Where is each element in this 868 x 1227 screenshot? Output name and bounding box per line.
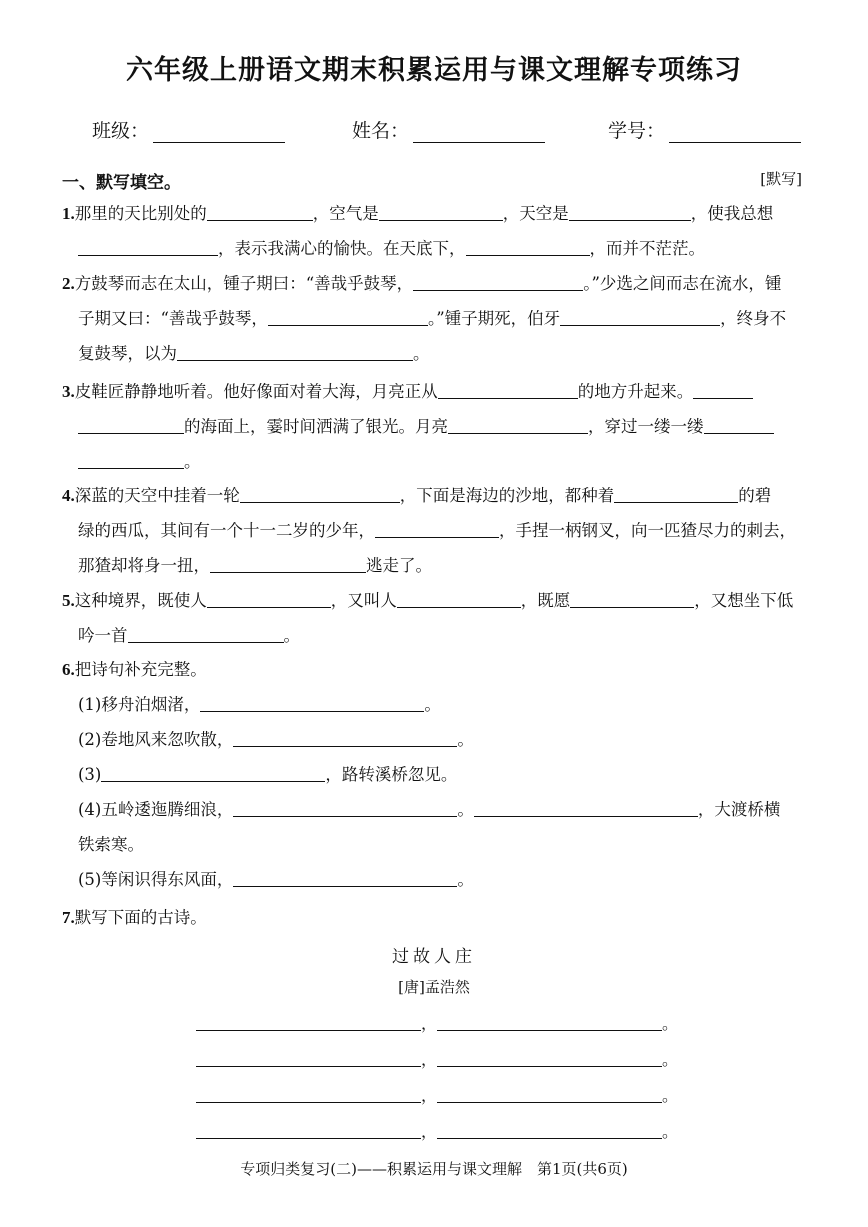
q5-text: ，又想坐下低 bbox=[694, 591, 794, 610]
answer-blank[interactable] bbox=[78, 235, 218, 256]
poem-punct: 。 bbox=[662, 1050, 679, 1069]
name-field bbox=[352, 116, 545, 143]
poem-line bbox=[196, 1046, 678, 1070]
question-number: 5. bbox=[62, 591, 75, 610]
answer-blank[interactable] bbox=[448, 413, 588, 434]
answer-blank[interactable] bbox=[437, 1010, 662, 1031]
q5-text: 吟一首 bbox=[78, 626, 128, 645]
answer-blank[interactable] bbox=[233, 866, 457, 887]
poem-punct: 。 bbox=[662, 1014, 679, 1033]
answer-blank[interactable] bbox=[474, 796, 698, 817]
answer-blank[interactable] bbox=[78, 448, 184, 469]
id-label: 学号： bbox=[608, 120, 666, 142]
answer-blank[interactable] bbox=[240, 482, 400, 503]
q6-text: 铁索寒。 bbox=[78, 835, 144, 854]
answer-blank[interactable] bbox=[196, 1082, 421, 1103]
q6-text: ，路转溪桥忽见。 bbox=[325, 765, 458, 784]
section-heading: 一、默写填空。 bbox=[62, 173, 181, 193]
question-number: 7. bbox=[62, 908, 75, 927]
q4-text: ，手捏一柄钢叉，向一匹猹尽力的刺去， bbox=[499, 521, 796, 540]
answer-blank[interactable] bbox=[437, 1046, 662, 1067]
answer-blank[interactable] bbox=[570, 587, 694, 608]
question-5 bbox=[62, 583, 802, 653]
answer-blank[interactable] bbox=[413, 270, 583, 291]
answer-blank[interactable] bbox=[560, 305, 720, 326]
q2-text: 子期又曰：“善哉乎鼓琴， bbox=[78, 309, 268, 328]
answer-blank[interactable] bbox=[397, 587, 521, 608]
q6-sub-2: (2)卷地风来忽吹散， bbox=[78, 730, 234, 749]
answer-blank[interactable] bbox=[210, 552, 366, 573]
answer-blank[interactable] bbox=[466, 235, 590, 256]
q3-text: 。 bbox=[184, 452, 201, 471]
poem-title: 过故人庄 bbox=[392, 947, 476, 967]
q2-text: 。”锺子期死，伯牙 bbox=[427, 309, 561, 328]
answer-blank[interactable] bbox=[128, 622, 284, 643]
q3-text: ，穿过一缕一缕 bbox=[588, 417, 704, 436]
q5-text: 这种境界，既使人 bbox=[74, 591, 207, 610]
answer-blank[interactable] bbox=[177, 340, 413, 361]
poem-punct: 。 bbox=[662, 1086, 679, 1105]
answer-blank[interactable] bbox=[614, 482, 738, 503]
name-label: 姓名： bbox=[352, 120, 410, 142]
poem-line bbox=[196, 1010, 678, 1034]
question-4 bbox=[62, 478, 802, 583]
q5-text: ，又叫人 bbox=[330, 591, 397, 610]
q2-text: 。”少选之间而志在流水，锺 bbox=[583, 274, 782, 293]
poem-punct: ， bbox=[421, 1014, 438, 1033]
question-7 bbox=[62, 900, 802, 935]
q5-text: ，既愿 bbox=[520, 591, 571, 610]
q5-text: 。 bbox=[283, 626, 300, 645]
question-number: 4. bbox=[62, 486, 75, 505]
page-footer: 专项归类复习(二)——积累运用与课文理解 第1页(共6页) bbox=[240, 1160, 628, 1178]
q4-text: 那猹却将身一扭， bbox=[78, 556, 210, 575]
q6-text: 把诗句补充完整。 bbox=[74, 660, 207, 679]
id-field bbox=[608, 116, 801, 143]
question-6 bbox=[62, 652, 802, 897]
q6-text: 。 bbox=[424, 695, 441, 714]
q6-text: 。 bbox=[457, 870, 474, 889]
question-2 bbox=[62, 266, 802, 371]
answer-blank[interactable] bbox=[693, 378, 753, 399]
class-blank[interactable] bbox=[153, 124, 285, 143]
q3-text: 皮鞋匠静静地听着。他好像面对着大海，月亮正从 bbox=[74, 382, 438, 401]
answer-blank[interactable] bbox=[375, 517, 499, 538]
q4-text: 深蓝的天空中挂着一轮 bbox=[74, 486, 240, 505]
section-tag: [默写] bbox=[760, 170, 802, 188]
class-label: 班级： bbox=[92, 120, 150, 142]
answer-blank[interactable] bbox=[379, 200, 503, 221]
question-number: 2. bbox=[62, 274, 75, 293]
q4-text: ，下面是海边的沙地，都种着 bbox=[399, 486, 615, 505]
answer-blank[interactable] bbox=[200, 691, 424, 712]
q4-text: 的碧 bbox=[738, 486, 772, 505]
q2-text: 方鼓琴而志在太山，锺子期曰：“善哉乎鼓琴， bbox=[74, 274, 414, 293]
answer-blank[interactable] bbox=[437, 1118, 662, 1139]
answer-blank[interactable] bbox=[704, 413, 774, 434]
poem-punct: ， bbox=[421, 1050, 438, 1069]
poem-line bbox=[196, 1082, 678, 1106]
answer-blank[interactable] bbox=[78, 413, 184, 434]
q6-sub-5: (5)等闲识得东风面， bbox=[78, 870, 234, 889]
poem-punct: ， bbox=[421, 1122, 438, 1141]
name-blank[interactable] bbox=[413, 124, 545, 143]
q6-sub-4: (4)五岭逶迤腾细浪， bbox=[78, 800, 234, 819]
q2-text: 复鼓琴，以为 bbox=[78, 344, 177, 363]
poem-line bbox=[196, 1118, 678, 1142]
answer-blank[interactable] bbox=[101, 761, 325, 782]
page-title: 六年级上册语文期末积累运用与课文理解专项练习 bbox=[126, 55, 742, 86]
question-number: 3. bbox=[62, 382, 75, 401]
q3-text: 的地方升起来。 bbox=[577, 382, 694, 401]
q1-text: ，而并不茫茫。 bbox=[589, 239, 705, 258]
answer-blank[interactable] bbox=[268, 305, 428, 326]
question-1 bbox=[62, 196, 802, 266]
id-blank[interactable] bbox=[669, 124, 801, 143]
answer-blank[interactable] bbox=[437, 1082, 662, 1103]
class-field bbox=[92, 116, 285, 143]
answer-blank[interactable] bbox=[196, 1046, 421, 1067]
answer-blank[interactable] bbox=[207, 587, 331, 608]
answer-blank[interactable] bbox=[196, 1010, 421, 1031]
q7-text: 默写下面的古诗。 bbox=[74, 908, 207, 927]
answer-blank[interactable] bbox=[233, 796, 457, 817]
answer-blank[interactable] bbox=[569, 200, 691, 221]
q6-text: 。 bbox=[457, 730, 474, 749]
question-number: 1. bbox=[62, 204, 75, 223]
q6-sub-1: (1)移舟泊烟渚， bbox=[78, 695, 201, 714]
question-3 bbox=[62, 374, 802, 479]
answer-blank[interactable] bbox=[207, 200, 313, 221]
answer-blank[interactable] bbox=[438, 378, 578, 399]
q4-text: 绿的西瓜，其间有一个十一二岁的少年， bbox=[78, 521, 375, 540]
q6-sub-3: (3) bbox=[78, 765, 102, 784]
q4-text: 逃走了。 bbox=[366, 556, 432, 575]
question-number: 6. bbox=[62, 660, 75, 679]
q2-text: ，终身不 bbox=[720, 309, 787, 328]
q1-text: ，表示我满心的愉快。在天底下， bbox=[218, 239, 466, 258]
q1-text: ，空气是 bbox=[312, 204, 379, 223]
poem-punct: 。 bbox=[662, 1122, 679, 1141]
answer-blank[interactable] bbox=[196, 1118, 421, 1139]
poem-punct: ， bbox=[421, 1086, 438, 1105]
q6-text: ，大渡桥横 bbox=[697, 800, 781, 819]
q1-text: 那里的天比别处的 bbox=[74, 204, 207, 223]
q6-text: 。 bbox=[457, 800, 474, 819]
poem-author: [唐]孟浩然 bbox=[398, 978, 470, 996]
q2-text: 。 bbox=[413, 344, 430, 363]
q3-text: 的海面上，霎时间洒满了银光。月亮 bbox=[184, 417, 448, 436]
q1-text: ，使我总想 bbox=[690, 204, 774, 223]
q1-text: ，天空是 bbox=[502, 204, 569, 223]
answer-blank[interactable] bbox=[233, 726, 457, 747]
